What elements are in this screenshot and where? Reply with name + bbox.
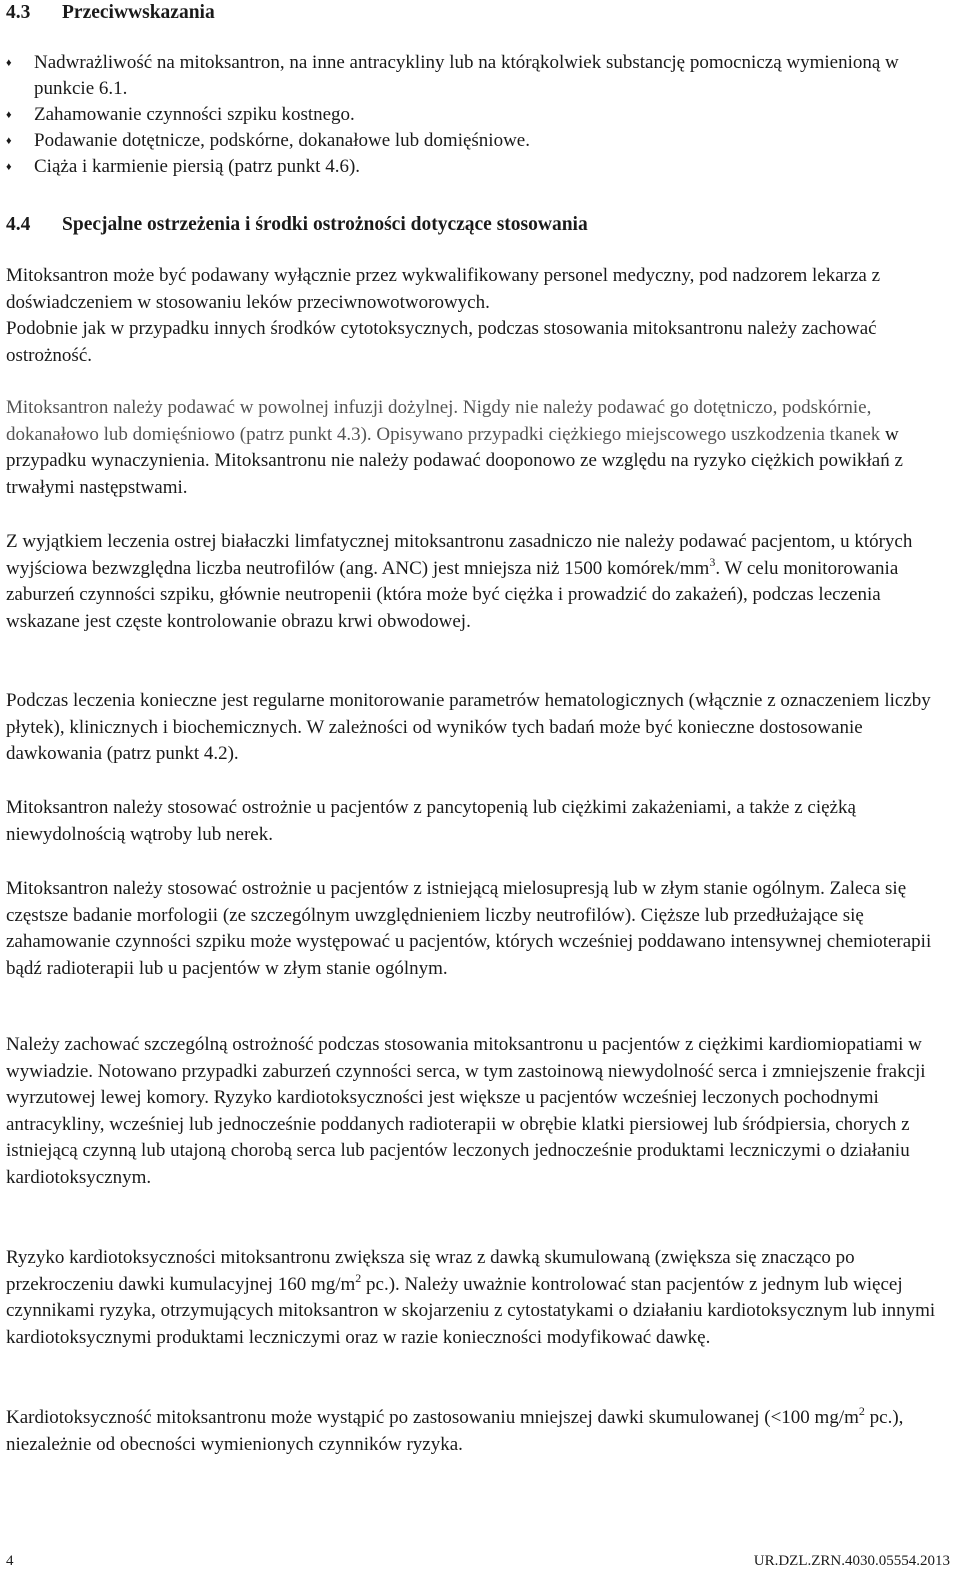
paragraph-monitoring (6, 688, 950, 768)
list-item-text: Podawanie dotętnicze, podskórne, dokanałowe lub domięśniowe. (34, 130, 530, 151)
section-heading-4-4 (6, 212, 588, 238)
paragraph-text: pc.). Należy uważnie kontrolować stan pacjentów z jednym lub więcej czynnikami ryzyka, otrzymujących mitoksantron w skojarzeniu z cytostatykami o działaniu kardiotoksycznym lub innymi kardiotoksycznymi produktami leczniczymi oraz w razie konieczności modyfikować dawkę. (6, 1273, 936, 1348)
paragraph-low-dose-cardiotoxicity (6, 1405, 950, 1458)
paragraph-text: Z wyjątkiem leczenia ostrej białaczki limfatycznej mitoksantronu zasadniczo nie należy podawać pacjentom, u których wyjściowa bezwzględna liczba neutrofilów (ang. ANC) jest mniejsza niż 1500 komórek/mm (6, 531, 913, 579)
paragraph-administration (6, 395, 950, 501)
paragraph-text: Podobnie jak w przypadku innych środków cytotoksycznych, podczas stosowania mitoksantronu należy zachować ostrożność. (6, 318, 877, 366)
list-item-text: Zahamowanie czynności szpiku kostnego. (34, 104, 355, 125)
bullet-icon: ♦ (6, 57, 12, 69)
page-number: 4 (6, 1553, 14, 1569)
paragraph-text: Mitoksantron należy stosować ostrożnie u pacjentów z istniejącą mielosupresją lub w złym stanie ogólnym. Zaleca się częstsze badanie morfologii (ze szczególnym uwzględnieniem liczby neutrofilów). Cięższe lub przedłużające się zahamowanie czynności szpiku może występować u pacjentów, których wcześniej poddawano intensywnej chemioterapii bądź radioterapii lub u pacjentów w złym stanie ogólnym. (6, 878, 932, 979)
list-item-text: Nadwrażliwość na mitoksantron, na inne antracykliny lub na którąkolwiek substancję pomocniczą wymienioną w punkcie 6.1. (34, 52, 899, 99)
paragraph-text: . W celu monitorowania zaburzeń czynności szpiku, głównie neutropenii (która może być ciężka i prowadzić do zakażeń), podczas leczenia wskazane jest częste kontrolowanie obrazu krwi obwodowej. (6, 557, 899, 632)
superscript: 3 (709, 554, 716, 569)
paragraph-myelosuppression (6, 876, 950, 982)
paragraph-cardiomyopathy (6, 1032, 950, 1192)
paragraph-neutrophils (6, 529, 950, 635)
paragraph-text: pc.), niezależnie od obecności wymienionych czynników ryzyka. (6, 1407, 904, 1455)
bullet-icon: ♦ (6, 161, 12, 173)
superscript: 2 (355, 1270, 362, 1285)
paragraph-text: Mitoksantron należy podawać w powolnej infuzji dożylnej. Nigdy nie należy podawać go dotętniczo, podskórnie, dokanałowo lub domięśniowo (patrz punkt 4.3). Opisywano przypadki ciężkiego miejscowego uszkodzenia tkanek (6, 397, 881, 445)
section-heading-4-3 (6, 0, 215, 26)
paragraph-text: Ryzyko kardiotoksyczności mitoksantronu zwiększa się wraz z dawką skumulowaną (zwiększa się znacząco po przekroczeniu dawki kumulacyjnej 160 mg/m (6, 1247, 855, 1295)
list-item (6, 50, 950, 102)
paragraph-text: w przypadku wynaczynienia. Mitoksantronu nie należy podawać dooponowo ze względu na ryzyko ciężkich powikłań z trwałymi następstwami. (6, 423, 903, 498)
bullet-icon: ♦ (6, 109, 12, 121)
paragraph-qualified-personnel (6, 263, 950, 369)
paragraph-text: Mitoksantron należy stosować ostrożnie u pacjentów z pancytopenią lub ciężkimi zakażeniami, a także z ciężką niewydolnością wątroby lub nerek. (6, 797, 856, 845)
section-number: 4.3 (6, 2, 31, 23)
paragraph-text: Podczas leczenia konieczne jest regularne monitorowanie parametrów hematologicznych (włącznie z oznaczeniem liczby płytek), klinicznych i biochemicznych. W zależności od wyników tych badań może być konieczne dostosowanie dawkowania (patrz punkt 4.2). (6, 690, 931, 765)
paragraph-text: Należy zachować szczególną ostrożność podczas stosowania mitoksantronu u pacjentów z ciężkimi kardiomiopatiami w wywiadzie. Notowano przypadki zaburzeń czynności serca, w tym zastoinową niewydolność serca i zmniejszenie frakcji wyrzutowej lewej komory. Ryzyko kardiotoksyczności jest większe u pacjentów wcześniej leczonych pochodnymi antracykliny, wcześniej lub jednocześnie poddanych radioterapii w obrębie klatki piersiowej lub śródpiersia, chorych z istniejącą czynną lub utajoną chorobą serca lub pacjentów leczonych jednocześnie produktami leczniczymi o działaniu kardiotoksycznym. (6, 1034, 926, 1188)
bullet-icon: ♦ (6, 135, 12, 147)
paragraph-pancytopenia (6, 795, 950, 848)
section-title: Specjalne ostrzeżenia i środki ostrożności dotyczące stosowania (62, 214, 588, 235)
list-item (6, 128, 950, 154)
list-item (6, 154, 950, 180)
contraindications-list (6, 50, 950, 180)
section-number: 4.4 (6, 214, 31, 235)
section-title: Przeciwwskazania (62, 2, 215, 23)
paragraph-cumulative-dose (6, 1245, 950, 1351)
list-item (6, 102, 950, 128)
paragraph-text: Kardiotoksyczność mitoksantronu może wystąpić po zastosowaniu mniejszej dawki skumulowanej (<100 mg/m (6, 1407, 859, 1428)
superscript: 2 (858, 1404, 865, 1418)
document-reference: UR.DZL.ZRN.4030.05554.2013 (753, 1553, 950, 1569)
list-item-text: Ciąża i karmienie piersią (patrz punkt 4.6). (34, 156, 361, 177)
paragraph-text: Mitoksantron może być podawany wyłącznie przez wykwalifikowany personel medyczny, pod nadzorem lekarza z doświadczeniem w stosowaniu leków przeciwnowotworowych. (6, 265, 881, 313)
